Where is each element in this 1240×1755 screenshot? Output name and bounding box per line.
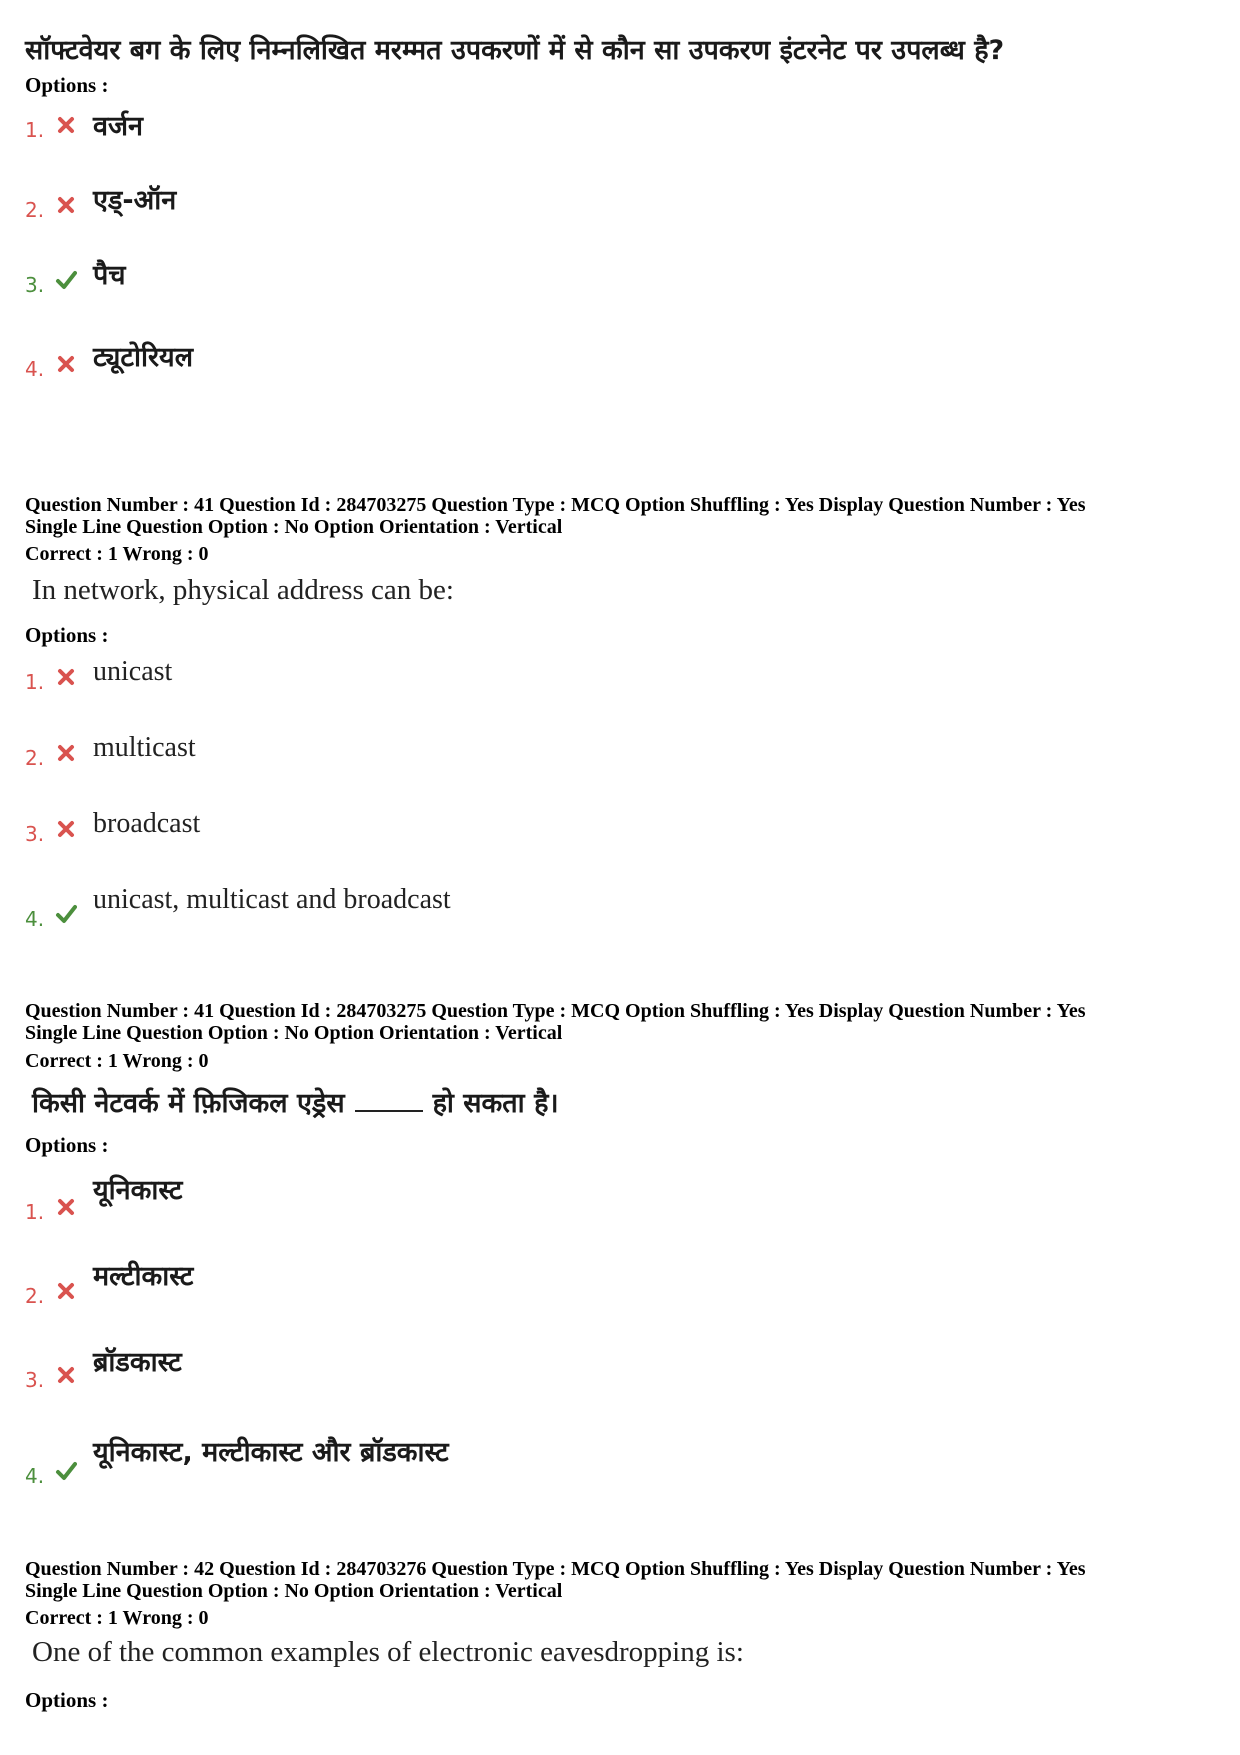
option-item — [25, 260, 1025, 323]
option-text: ट्यूटोरियल — [93, 342, 194, 373]
option-number: 3. — [25, 822, 45, 846]
option-number: 1. — [25, 1200, 45, 1224]
check-icon — [55, 1460, 77, 1482]
question-score-line: Correct : 1 Wrong : 0 — [25, 543, 209, 565]
option-item — [25, 884, 1025, 957]
option-text: वर्जन — [93, 111, 144, 142]
wrong-icon — [55, 114, 77, 136]
option-item — [25, 185, 1025, 248]
check-icon — [55, 269, 77, 291]
option-text: मल्टीकास्ट — [93, 1261, 194, 1292]
question-meta-line: Question Number : 41 Question Id : 284703275 Question Type : MCQ Option Shuffling : Yes Display Question Number : Yes — [25, 1000, 1086, 1022]
wrong-icon — [55, 818, 77, 840]
option-text: पैच — [93, 260, 126, 291]
wrong-icon — [55, 353, 77, 375]
options-label: Options : — [25, 1133, 109, 1157]
option-item — [25, 1175, 1025, 1250]
option-number: 4. — [25, 357, 45, 381]
option-text: यूनिकास्ट, मल्टीकास्ट और ब्रॉडकास्ट — [93, 1437, 449, 1468]
options-label: Options : — [25, 73, 109, 97]
option-item — [25, 1437, 1025, 1514]
option-text: यूनिकास्ट — [93, 1175, 183, 1206]
question-41-hindi-text — [32, 1083, 1222, 1120]
option-number: 1. — [25, 118, 45, 142]
wrong-icon — [55, 194, 77, 216]
option-number: 3. — [25, 273, 45, 297]
question-40-text: सॉफ्टवेयर बग के लिए निम्नलिखित मरम्मत उपकरणों में से कौन सा उपकरण इंटरनेट पर उपलब्ध है? — [25, 35, 1005, 66]
option-text: broadcast — [93, 808, 201, 839]
option-text: unicast — [93, 656, 173, 687]
question-42-text: One of the common examples of electronic eavesdropping is: — [32, 1636, 744, 1668]
option-number: 1. — [25, 670, 45, 694]
option-number: 4. — [25, 1464, 45, 1488]
option-item — [25, 808, 1025, 872]
option-text: multicast — [93, 732, 196, 763]
option-text: unicast, multicast and broadcast — [93, 884, 451, 915]
option-item — [25, 732, 1025, 796]
option-item — [25, 342, 1025, 407]
question-meta-line: Single Line Question Option : No Option Orientation : Vertical — [25, 1022, 563, 1044]
question-41-text: In network, physical address can be: — [32, 574, 454, 606]
wrong-icon — [55, 1280, 77, 1302]
answer-blank — [355, 1110, 423, 1112]
question-score-line: Correct : 1 Wrong : 0 — [25, 1607, 209, 1629]
option-item — [25, 656, 1025, 720]
option-number: 3. — [25, 1368, 45, 1392]
option-text: ब्रॉडकास्ट — [93, 1347, 182, 1378]
question-text-part: किसी नेटवर्क में फ़िजिकल एड्रेस — [32, 1088, 345, 1119]
option-item — [25, 1347, 1025, 1418]
option-number: 2. — [25, 746, 45, 770]
option-number: 2. — [25, 198, 45, 222]
options-label: Options : — [25, 623, 109, 647]
options-label: Options : — [25, 1688, 109, 1712]
wrong-icon — [55, 666, 77, 688]
option-item — [25, 108, 1025, 168]
question-meta-line: Single Line Question Option : No Option Orientation : Vertical — [25, 1580, 563, 1602]
wrong-icon — [55, 1364, 77, 1386]
wrong-icon — [55, 1196, 77, 1218]
wrong-icon — [55, 742, 77, 764]
question-meta-line: Single Line Question Option : No Option Orientation : Vertical — [25, 516, 563, 538]
question-meta-line: Question Number : 42 Question Id : 284703276 Question Type : MCQ Option Shuffling : Yes Display Question Number : Yes — [25, 1558, 1086, 1580]
check-icon — [55, 903, 77, 925]
option-text: एड्-ऑन — [93, 185, 177, 216]
option-item — [25, 1261, 1025, 1334]
question-score-line: Correct : 1 Wrong : 0 — [25, 1050, 209, 1072]
question-meta-line: Question Number : 41 Question Id : 284703275 Question Type : MCQ Option Shuffling : Yes Display Question Number : Yes — [25, 494, 1086, 516]
option-number: 4. — [25, 907, 45, 931]
question-text-part: हो सकता है। — [432, 1088, 559, 1119]
option-number: 2. — [25, 1284, 45, 1308]
